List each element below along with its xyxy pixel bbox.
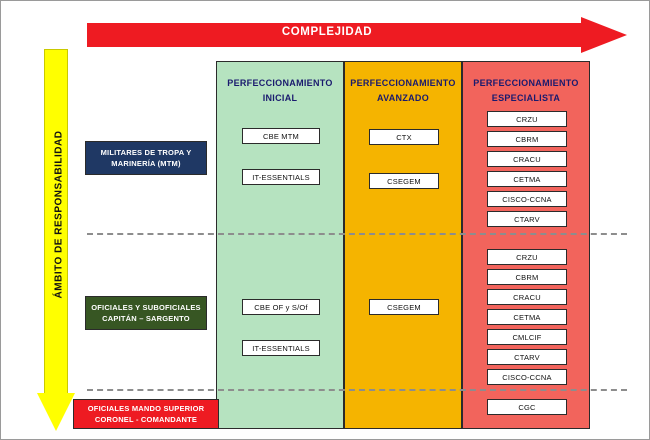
course-chip[interactable]: CTARV bbox=[487, 211, 567, 227]
role-box-oficiales-suboficiales bbox=[85, 296, 207, 330]
course-chip[interactable]: CTX bbox=[369, 129, 439, 145]
course-chip[interactable]: CMLCIF bbox=[487, 329, 567, 345]
column-title-inicial-line1: PERFECCIONAMIENTO bbox=[227, 78, 333, 88]
band-separator-1 bbox=[87, 233, 627, 235]
role-box-ofsof-line1: OFICIALES Y SUBOFICIALES bbox=[91, 303, 201, 312]
role-box-ofsof-line2: CAPITÁN – SARGENTO bbox=[102, 314, 190, 323]
course-chip[interactable]: CBRM bbox=[487, 131, 567, 147]
role-box-mtm bbox=[85, 141, 207, 175]
course-chip[interactable]: CGC bbox=[487, 399, 567, 415]
course-chip[interactable]: CISCO-CCNA bbox=[487, 369, 567, 385]
column-title-inicial-line2: INICIAL bbox=[262, 93, 298, 103]
column-title-avanzado bbox=[345, 76, 461, 106]
column-title-avanzado-line1: PERFECCIONAMIENTO bbox=[350, 78, 456, 88]
course-chip[interactable]: CTARV bbox=[487, 349, 567, 365]
course-chip[interactable]: CSEGEM bbox=[369, 173, 439, 189]
role-box-mtm-line2: MARINERÍA (MTM) bbox=[111, 159, 181, 168]
course-chip[interactable]: CBE OF y S/Of bbox=[242, 299, 320, 315]
complexity-arrow-head bbox=[581, 17, 627, 53]
role-box-mando-line1: OFICIALES MANDO SUPERIOR bbox=[87, 404, 205, 413]
complexity-arrow bbox=[87, 17, 627, 53]
column-title-especialista bbox=[463, 76, 589, 106]
course-chip[interactable]: CETMA bbox=[487, 171, 567, 187]
band-separator-2 bbox=[87, 389, 627, 391]
column-perfeccionamiento-inicial bbox=[216, 61, 344, 429]
course-chip[interactable]: IT-ESSENTIALS bbox=[242, 340, 320, 356]
course-chip[interactable]: CRACU bbox=[487, 151, 567, 167]
course-chip[interactable]: CRZU bbox=[487, 249, 567, 265]
course-chip[interactable]: CISCO-CCNA bbox=[487, 191, 567, 207]
course-chip[interactable]: IT-ESSENTIALS bbox=[242, 169, 320, 185]
role-box-mtm-line1: MILITARES DE TROPA Y bbox=[100, 148, 192, 157]
role-box-mando-line2: CORONEL - COMANDANTE bbox=[94, 415, 198, 424]
course-chip[interactable]: CRZU bbox=[487, 111, 567, 127]
column-title-inicial bbox=[217, 76, 343, 106]
course-chip[interactable]: CETMA bbox=[487, 309, 567, 325]
column-title-especialista-line1: PERFECCIONAMIENTO bbox=[473, 78, 579, 88]
column-title-especialista-line2: ESPECIALISTA bbox=[491, 93, 561, 103]
responsibility-arrow-label: ÁMBITO DE RESPONSABILIDAD bbox=[53, 130, 65, 299]
complexity-arrow-label: COMPLEJIDAD bbox=[281, 26, 373, 38]
role-box-mando-superior bbox=[73, 399, 219, 429]
course-chip[interactable]: CRACU bbox=[487, 289, 567, 305]
column-title-avanzado-line2: AVANZADO bbox=[376, 93, 430, 103]
course-chip[interactable]: CSEGEM bbox=[369, 299, 439, 315]
course-chip[interactable]: CBE MTM bbox=[242, 128, 320, 144]
responsibility-arrow-head bbox=[37, 393, 75, 431]
course-chip[interactable]: CBRM bbox=[487, 269, 567, 285]
responsibility-arrow bbox=[37, 49, 75, 431]
column-perfeccionamiento-avanzado bbox=[344, 61, 462, 429]
